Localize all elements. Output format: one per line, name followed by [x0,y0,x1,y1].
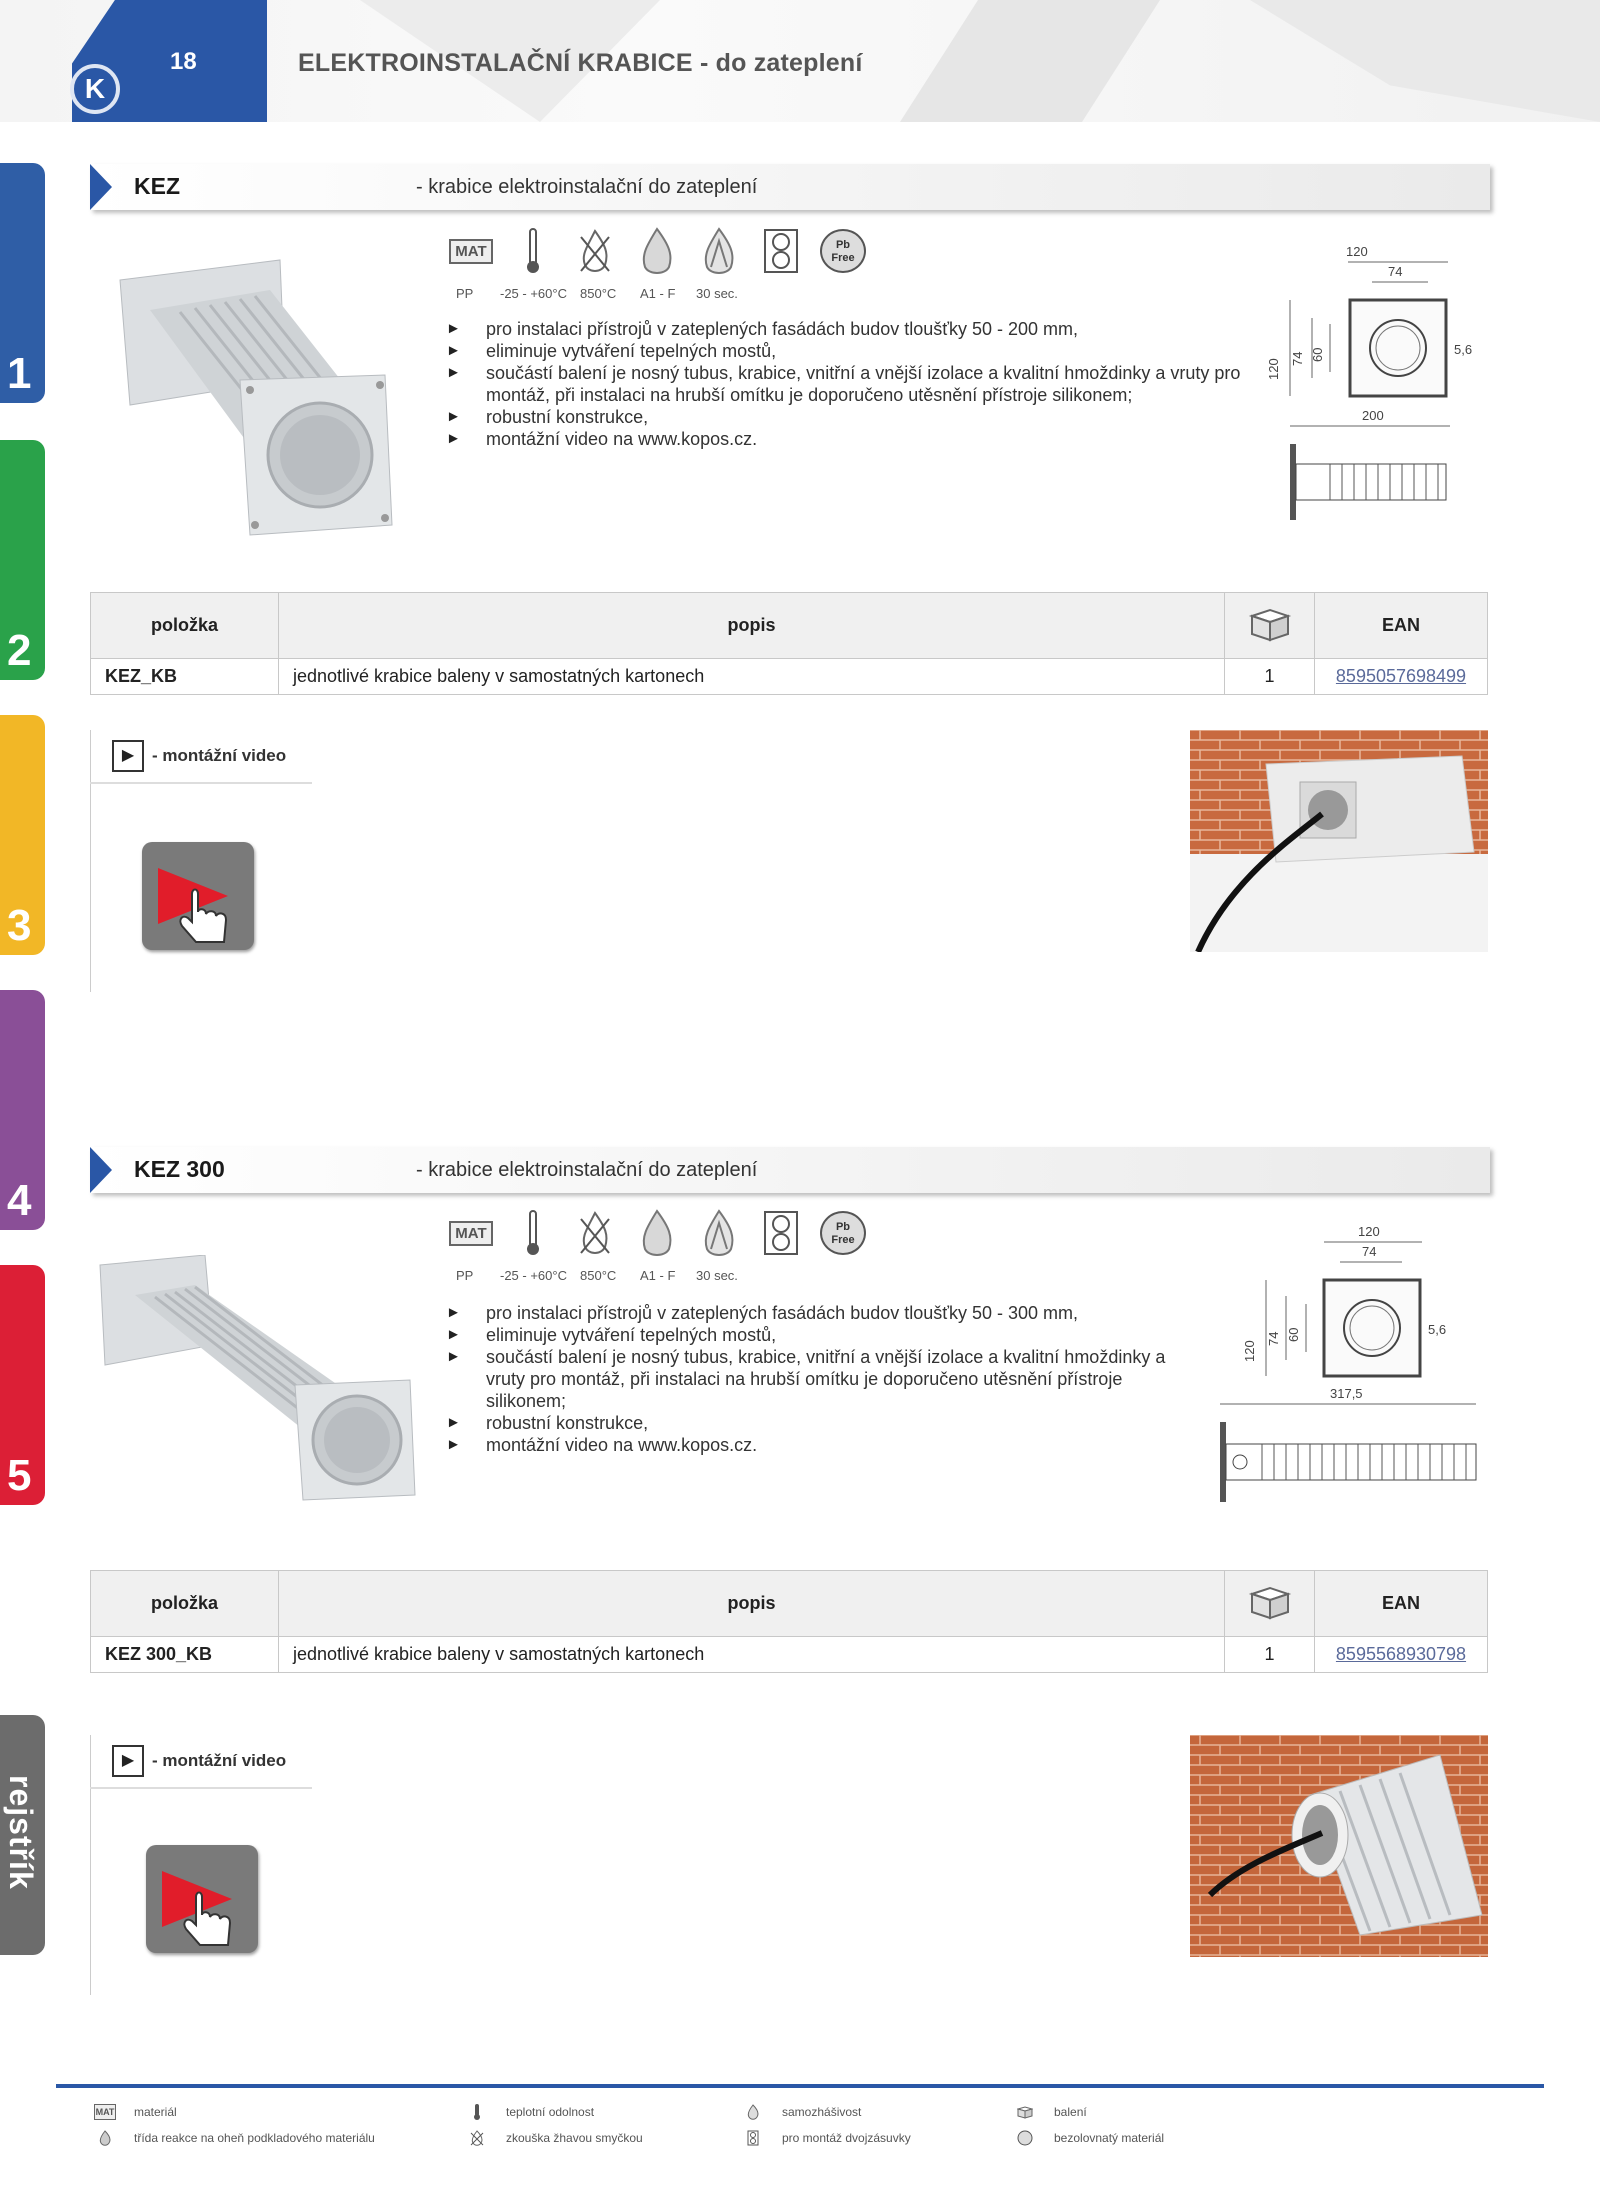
svg-text:120: 120 [1358,1224,1380,1239]
column-package [1225,1571,1315,1637]
side-tab-4[interactable]: 4 [0,990,45,1230]
list-item: ► součástí balení je nosný tubus, krabice, vnitřní a vnější izolace a kvalitní hmoždinky a vruty pro montáž, při instalaci na hrubší omítku je doporučeno utěsnění přístroje silikonem; [446,1346,1176,1412]
legend-double: pro montáž dvojzásuvky [742,2130,911,2146]
svg-text:74: 74 [1362,1244,1377,1259]
glow-wire-icon [466,2130,488,2146]
property-icons [440,1208,874,1258]
legend-material: MAT materiál [95,2105,177,2119]
ean-link[interactable]: 8595568930798 [1315,1637,1488,1673]
double-socket-icon [750,1208,812,1258]
product-description: - krabice elektroinstalační do zateplení [416,1159,758,1181]
product-heading-kez-300 [90,1147,1490,1193]
svg-text:60: 60 [1286,1327,1301,1342]
feature-list-kez-300 [446,1302,1176,1456]
side-tab-2[interactable]: 2 [0,440,45,680]
feature-list-kez [446,318,1246,450]
footer-line [56,2084,1544,2088]
installation-photo-kez [1190,730,1488,952]
technical-drawing-kez-300 [1212,1222,1502,1522]
column-item: položka [91,593,279,659]
property-icons [440,226,874,276]
legend-pack: balení [1014,2104,1087,2120]
fire-reaction-icon [94,2130,116,2146]
side-tab-3[interactable]: 3 [0,715,45,955]
box-icon [1248,1582,1292,1620]
hand-play-icon [146,1845,258,1953]
svg-text:120: 120 [1346,244,1368,259]
self-extinguish-icon [688,1208,750,1258]
play-icon[interactable]: ▶ [112,1745,144,1777]
svg-text:120: 120 [1242,1340,1257,1362]
glow-wire-icon [564,1208,626,1258]
brand-logo: K [70,64,120,114]
fire-reaction-icon [626,1208,688,1258]
svg-text:74: 74 [1388,264,1403,279]
box-icon [1248,604,1292,642]
lead-free-icon [1014,2130,1036,2146]
product-code: KEZ 300 [134,1156,225,1182]
column-ean: EAN [1315,1571,1488,1637]
video-section-kez-300 [90,1735,312,1995]
column-description: popis [279,593,1225,659]
side-tab-1[interactable]: 1 [0,163,45,403]
side-tab-5[interactable]: 5 [0,1265,45,1505]
table-row: KEZ_KB jednotlivé krabice baleny v samostatných kartonech 1 8595057698499 [91,659,1488,695]
header-decoration [1250,0,1600,122]
legend-glow: zkouška žhavou smyčkou [466,2130,643,2146]
video-play-button[interactable] [146,1845,258,1953]
product-table-kez [90,592,1488,695]
thermometer-icon [502,226,564,276]
product-description: - krabice elektroinstalační do zateplení [416,176,758,198]
legend-self: samozhášivost [742,2104,861,2120]
self-extinguish-icon [688,226,750,276]
thermometer-icon [466,2104,488,2120]
heading-arrow-icon [90,164,112,210]
list-item: ► pro instalaci přístrojů v zateplených fasádách budov tloušťky 50 - 300 mm, [446,1302,1176,1324]
svg-text:317,5: 317,5 [1330,1386,1363,1401]
technical-drawing-kez [1260,240,1500,540]
heading-arrow-icon [90,1147,112,1193]
glow-wire-icon [564,226,626,276]
svg-text:5,6: 5,6 [1428,1322,1447,1337]
list-item: ► eliminuje vytváření tepelných mostů, [446,1324,1176,1346]
self-extinguish-icon [742,2104,764,2120]
page-number: 18 [170,48,197,75]
table-header-row [91,1571,1488,1637]
list-item: ► montážní video na www.kopos.cz. [446,428,1246,450]
play-icon[interactable]: ▶ [112,740,144,772]
product-heading-kez [90,164,1490,210]
list-item: ► robustní konstrukce, [446,406,1246,428]
column-item: položka [91,1571,279,1637]
table-header-row [91,593,1488,659]
video-play-button[interactable] [142,842,254,950]
material-icon: MAT [440,1208,502,1258]
lead-free-icon: Pb Free [812,1208,874,1258]
legend-reaction: třída reakce na oheň podkladového materiálu [94,2130,375,2146]
double-socket-icon [750,226,812,276]
column-description: popis [279,1571,1225,1637]
svg-text:74: 74 [1290,351,1305,366]
ean-link[interactable]: 8595057698499 [1315,659,1488,695]
table-row: KEZ 300_KB jednotlivé krabice baleny v samostatných kartonech 1 8595568930798 [91,1637,1488,1673]
svg-text:5,6: 5,6 [1454,342,1473,357]
thermometer-icon [502,1208,564,1258]
video-section-kez [90,730,312,992]
product-image-kez [110,250,400,540]
material-icon: MAT [440,226,502,276]
video-label: - montážní video [152,1751,287,1770]
page-title: ELEKTROINSTALAČNÍ KRABICE - do zateplení [298,49,863,77]
material-icon: MAT [94,2104,116,2120]
lead-free-icon: Pb Free [812,226,874,276]
fire-reaction-icon [626,226,688,276]
box-icon [1014,2104,1036,2120]
page-header [0,0,1600,122]
header-decoration [900,0,1160,122]
svg-text:60: 60 [1310,347,1325,362]
legend-lead: bezolovnatý materiál [1014,2130,1164,2146]
list-item: ► pro instalaci přístrojů v zateplených fasádách budov tloušťky 50 - 200 mm, [446,318,1246,340]
double-socket-icon [742,2130,764,2146]
product-code: KEZ [134,173,180,199]
hand-play-icon [142,842,254,950]
list-item: ► montážní video na www.kopos.cz. [446,1434,1176,1456]
video-label: - montážní video [152,746,287,765]
column-package [1225,593,1315,659]
product-table-kez-300 [90,1570,1488,1673]
installation-photo-kez-300 [1190,1735,1488,1957]
list-item: ► eliminuje vytváření tepelných mostů, [446,340,1246,362]
svg-text:120: 120 [1266,358,1281,380]
svg-text:200: 200 [1362,408,1384,423]
side-tab-index[interactable]: rejstřík [0,1715,45,1955]
product-image-kez-300 [95,1255,425,1505]
list-item: ► robustní konstrukce, [446,1412,1176,1434]
column-ean: EAN [1315,593,1488,659]
svg-text:74: 74 [1266,1331,1281,1346]
list-item: ► součástí balení je nosný tubus, krabice, vnitřní a vnější izolace a kvalitní hmoždinky a vruty pro montáž, při instalaci na hrubší omítku je doporučeno utěsnění přístroje silikonem; [446,362,1246,406]
legend-temp: teplotní odolnost [466,2104,594,2120]
